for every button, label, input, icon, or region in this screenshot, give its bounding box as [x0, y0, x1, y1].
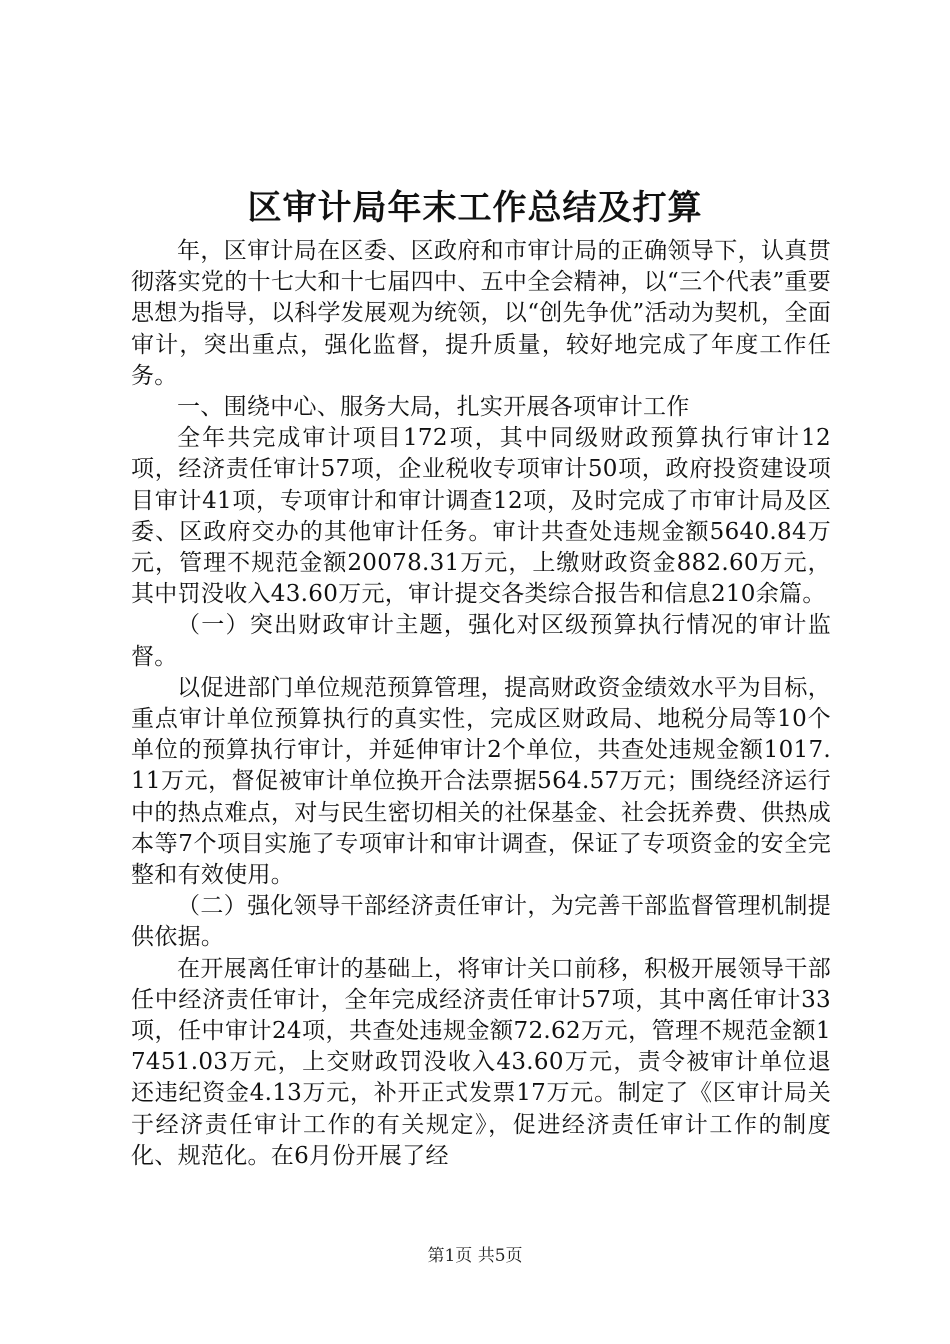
document-body — [131, 236, 831, 1172]
summary-paragraph: 全年共完成审计项目172项，其中同级财政预算执行审计12项，经济责任审计57项，企业税收专项审计50项，政府投资建设项目审计41项，专项审计和审计调查12项，及时完成了市审计局及区委、区政府交办的其他审计任务。审计共查处违规金额5640.84万元，管理不规范金额20078.31万元，上缴财政资金882.60万元，其中罚没收入43.60万元，审计提交各类综合报告和信息210余篇。 — [131, 425, 831, 608]
finance-audit-paragraph: 以促进部门单位规范预算管理，提高财政资金绩效水平为目标，重点审计单位预算执行的真实性，完成区财政局、地税分局等10个单位的预算执行审计，并延伸审计2个单位，共查处违规金额1017.11万元，督促被审计单位换开合法票据564.57万元；围绕经济运行中的热点难点，对与民生密切相关的社保基金、社会抚养费、供热成本等7个项目实施了专项审计和审计调查，保证了专项资金的安全完整和有效使用。 — [131, 674, 831, 889]
intro-paragraph: 年，区审计局在区委、区政府和市审计局的正确领导下，认真贯彻落实党的十七大和十七届四中、五中全会精神，以“三个代表”重要思想为指导，以科学发展观为统领，以“创先争优”活动为契机，全面审计，突出重点，强化监督，提升质量，较好地完成了年度工作任务。 — [131, 238, 831, 389]
subsection-heading-1: （一）突出财政审计主题，强化对区级预算执行情况的审计监督。 — [131, 612, 831, 670]
responsibility-audit-paragraph: 在开展离任审计的基础上，将审计关口前移，积极开展领导干部任中经济责任审计，全年完成经济责任审计57项，其中离任审计33项，任中审计24项，共查处违规金额72.62万元，管理不规范金额17451.03万元，上交财政罚没收入43.60万元，责令被审计单位退还违纪资金4.13万元，补开正式发票17万元。制定了《区审计局关于经济责任审计工作的有关规定》，促进经济责任审计工作的制度化、规范化。在6月份开展了经 — [131, 955, 831, 1169]
page-number-footer: 第1页 共5页 — [427, 1246, 523, 1266]
subsection-heading-2: （二）强化领导干部经济责任审计，为完善干部监督管理机制提供依据。 — [131, 893, 831, 951]
document-title: 区审计局年末工作总结及打算 — [247, 188, 703, 228]
section-heading-1: 一、围绕中心、服务大局，扎实开展各项审计工作 — [177, 394, 690, 421]
